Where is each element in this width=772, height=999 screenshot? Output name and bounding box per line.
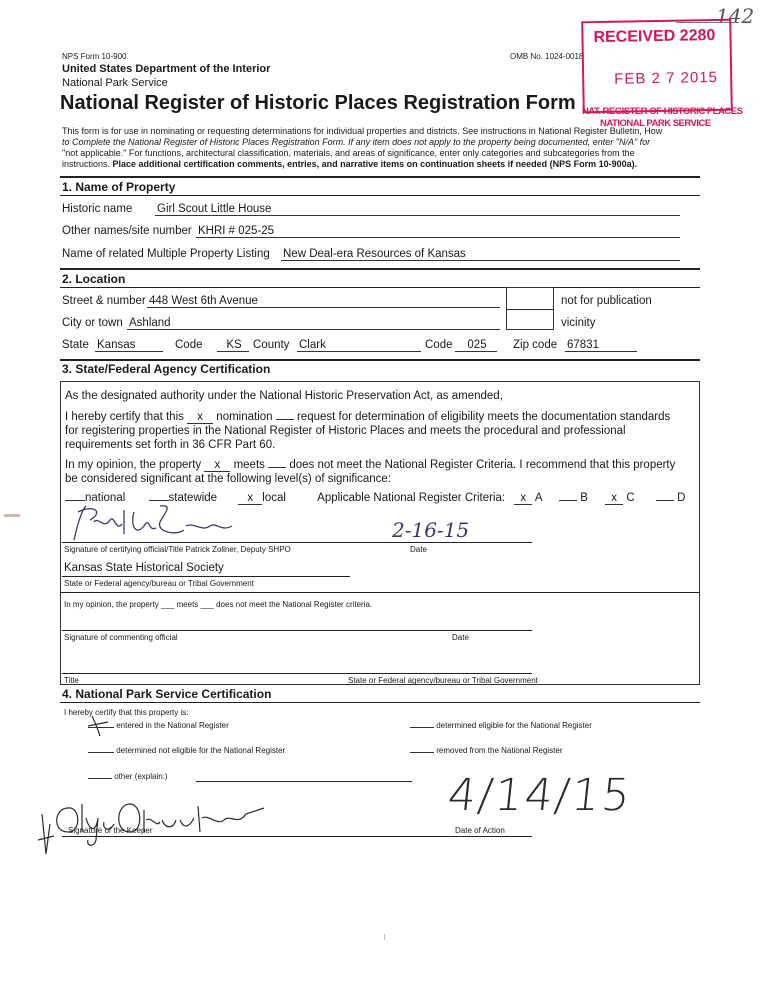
shpo-date-label: Date — [410, 545, 427, 554]
commenting-signature-label: Signature of commenting official — [64, 633, 178, 642]
criterion-d-checkmark[interactable] — [656, 500, 674, 501]
county-code-field[interactable]: 025 — [455, 339, 497, 352]
omb-number: OMB No. 1024-0018 — [510, 52, 584, 61]
criteria-label: Applicable National Register Criteria: — [317, 492, 506, 504]
shpo-signature-date: 2-16-15 — [392, 518, 470, 542]
section2-rule-top — [60, 268, 700, 270]
margin-mark — [4, 514, 20, 517]
section1-rule-bottom — [60, 195, 700, 196]
state-code-field[interactable]: KS — [217, 339, 249, 352]
section1-title: 1. Name of Property — [62, 180, 176, 194]
keeper-signature-line — [62, 836, 532, 837]
does-not-meet-checkmark[interactable] — [268, 467, 286, 468]
opinion-box-divider — [60, 592, 700, 593]
shpo-agency: Kansas State Historical Society — [64, 562, 224, 574]
entered-label: entered in the National Register — [116, 721, 229, 730]
nomination-checkmark[interactable]: x — [187, 411, 213, 424]
stamp-line-1: NAT. REGISTER OF HISTORIC PLACES — [582, 106, 743, 117]
received-stamp — [581, 19, 733, 114]
not-eligible-label: determined not eligible for the National Register — [116, 746, 286, 755]
statewide-checkmark[interactable] — [149, 500, 169, 501]
date-of-action-label: Date of Action — [455, 826, 505, 835]
criterion-c-label: C — [626, 492, 635, 504]
certify-line-1 — [65, 411, 670, 424]
not-eligible-checkmark[interactable] — [88, 752, 114, 753]
keeper-signature — [34, 784, 274, 864]
determined-eligible-checkmark[interactable] — [410, 727, 434, 728]
commenting-date-label: Date — [452, 633, 469, 642]
shpo-signature — [64, 502, 244, 546]
checkbox-divider — [506, 309, 554, 310]
street-field[interactable]: 448 West 6th Avenue — [147, 295, 500, 308]
commenting-agency-label: State or Federal agency/bureau or Tribal Government — [348, 676, 538, 685]
zip-field[interactable]: 67831 — [565, 339, 637, 352]
determined-eligible-row — [410, 721, 592, 730]
certify-text-a: I hereby certify that this — [65, 411, 184, 423]
level-national-label: national — [85, 492, 126, 504]
county-code-label: Code — [425, 339, 453, 351]
opinion-text-c: does not meet the National Register Criteria. I recommend that this property — [289, 459, 676, 471]
authority-text: As the designated authority under the National Historic Preservation Act, as amended, — [65, 390, 503, 402]
removed-label: removed from the National Register — [436, 746, 563, 755]
other-names-label: Other names/site number — [62, 225, 192, 237]
criterion-a-label: A — [534, 492, 542, 504]
criterion-c-checkmark[interactable]: x — [605, 492, 623, 505]
opinion-text-a: In my opinion, the property — [65, 459, 202, 471]
removed-checkmark[interactable] — [410, 752, 434, 753]
stamp-line-2: NATIONAL PARK SERVICE — [600, 118, 711, 129]
section3-title: 3. State/Federal Agency Certification — [62, 362, 271, 376]
date-of-action: 4/14/15 — [445, 770, 635, 821]
instructions-line-4 — [62, 159, 637, 169]
street-label: Street & number — [62, 295, 146, 307]
city-label: City or town — [62, 317, 123, 329]
criterion-b-checkmark[interactable] — [559, 500, 577, 501]
county-label: County — [253, 339, 290, 351]
mpl-field[interactable]: New Deal-era Resources of Kansas — [281, 248, 680, 261]
stamp-date: FEB 2 7 2015 — [614, 68, 719, 88]
shpo-agency-line — [62, 576, 350, 577]
certify-text-b: nomination — [216, 411, 273, 423]
other-label: other (explain:) — [114, 772, 168, 781]
opinion-line-2: be considered significant at the following level(s) of significance: — [65, 473, 392, 485]
other-checkmark[interactable] — [88, 778, 112, 779]
instructions-line-1: This form is for use in nominating or requesting determinations for individual properties and districts. See instructions in National Register Bulletin, How — [62, 126, 663, 136]
determined-eligible-label: determined eligible for the National Register — [436, 721, 592, 730]
section3-rule-top — [60, 359, 700, 361]
meets-checkmark[interactable]: x — [204, 459, 230, 472]
level-local-label: local — [262, 492, 286, 504]
state-code-label: Code — [175, 339, 203, 351]
opinion-text-b: meets — [233, 459, 265, 471]
request-checkmark[interactable] — [276, 419, 294, 420]
state-label: State — [62, 339, 89, 351]
other-names-field[interactable]: KHRI # 025-25 — [196, 225, 680, 238]
section4-rule — [60, 702, 700, 703]
commenting-opinion-text: In my opinion, the property ___ meets ___ does not meet the National Register criteria. — [64, 600, 373, 609]
commenting-signature-line — [62, 630, 532, 631]
national-checkmark[interactable] — [65, 500, 85, 501]
instructions-line-4-start: instructions. — [62, 159, 113, 169]
shpo-agency-label: State or Federal agency/bureau or Tribal Government — [64, 579, 254, 588]
other-row — [88, 772, 168, 781]
shpo-signature-line — [62, 542, 532, 543]
stamp-received-text: RECEIVED 2280 — [593, 26, 716, 47]
not-for-publication-label: not for publication — [561, 295, 652, 307]
criterion-b-label: B — [580, 492, 588, 504]
page-title: National Register of Historic Places Registration Form — [60, 92, 576, 114]
shpo-signature-label: Signature of certifying official/Title Patrick Zollner, Deputy SHPO — [64, 545, 291, 554]
certify-line-2: for registering properties in the National Register of Historic Places and meets the procedural and professional — [65, 425, 626, 437]
criterion-a-checkmark[interactable]: x — [514, 492, 532, 505]
entered-checkmark-icon — [86, 712, 112, 738]
opinion-line-1 — [65, 459, 675, 472]
historic-name-field[interactable]: Girl Scout Little House — [155, 203, 680, 216]
section2-rule-bottom — [60, 287, 700, 288]
certify-text-c: request for determination of eligibility meets the documentation standards — [296, 411, 671, 423]
agency: National Park Service — [62, 77, 168, 89]
vicinity-label: vicinity — [561, 317, 596, 329]
criterion-d-label: D — [677, 492, 686, 504]
local-checkmark[interactable]: x — [238, 492, 262, 505]
section4-title: 4. National Park Service Certification — [62, 687, 272, 701]
not-eligible-row — [88, 746, 285, 755]
other-explain-line[interactable] — [196, 781, 412, 782]
zip-label: Zip code — [513, 339, 558, 351]
instructions-line-3: "not applicable." For functions, architectural classification, materials, and areas of significance, enter only categories and subcategories from the — [62, 148, 635, 158]
section1-rule-top — [60, 176, 700, 178]
commenting-title-label: Title — [64, 676, 79, 685]
state-field[interactable]: Kansas — [95, 339, 163, 352]
keeper-signature-label: Signature of the Keeper — [68, 826, 153, 835]
city-field[interactable]: Ashland — [127, 317, 500, 330]
removed-row — [410, 746, 563, 755]
department: United States Department of the Interior — [62, 63, 271, 75]
mpl-label: Name of related Multiple Property Listing — [62, 248, 270, 260]
instructions-line-2: to Complete the National Register of Historic Places Registration Form. If any item does not apply to the property being documented, enter "N/A" for — [62, 137, 651, 147]
scan-speck — [384, 934, 385, 940]
form-number: NPS Form 10-900 — [62, 52, 127, 61]
commenting-title-line — [62, 673, 532, 674]
county-field[interactable]: Clark — [297, 339, 421, 352]
section4-intro: I hereby certify that this property is: — [64, 708, 189, 717]
level-statewide-label: statewide — [168, 492, 218, 504]
corner-page-number: 142 — [716, 4, 755, 28]
historic-name-label: Historic name — [62, 203, 133, 215]
instructions-line-4-bold: Place additional certification comments, entries, and narrative items on continuation sheets if needed (NPS Form 10-900a). — [112, 159, 638, 169]
section2-title: 2. Location — [62, 272, 126, 286]
certify-line-3: requirements set forth in 36 CFR Part 60. — [65, 439, 276, 451]
